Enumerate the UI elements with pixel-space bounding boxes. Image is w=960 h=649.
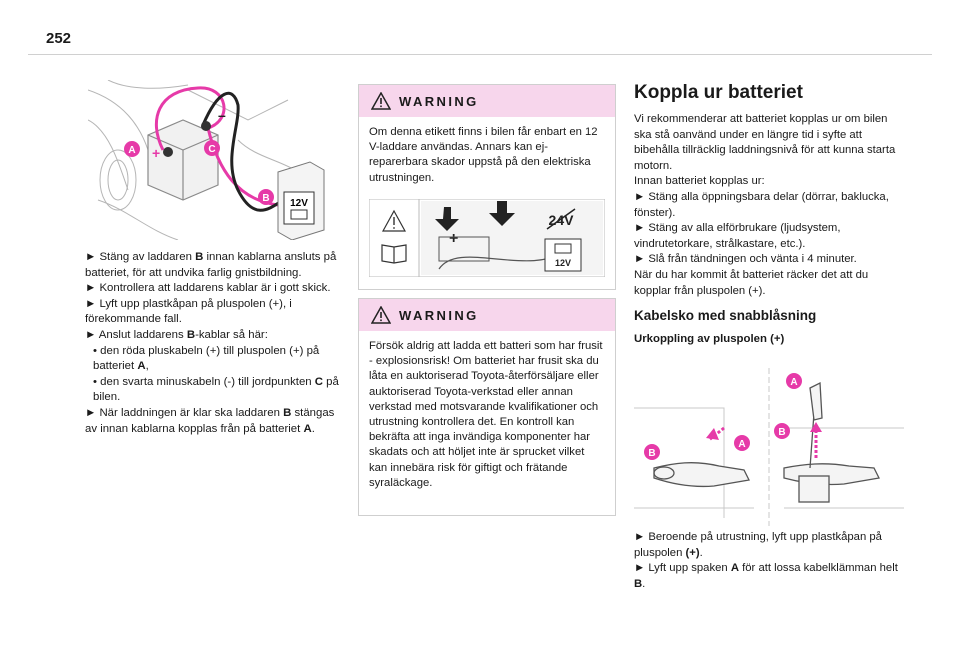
- charging-instructions: [85, 250, 347, 437]
- svg-text:A: A: [790, 377, 798, 388]
- step-turn-off-charger: ► Stäng av laddaren B innan kablarna ansluts på batteriet, för att undvika farlig gnistbildning.: [85, 251, 337, 279]
- label-b-marker: [258, 189, 274, 205]
- disconnect-battery-section: [634, 82, 904, 299]
- svg-text:B: B: [778, 427, 786, 438]
- step-lift-lever: ► Lyft upp spaken A för att lossa kabelklämman helt B.: [634, 562, 898, 590]
- warning-title: WARNING: [399, 93, 479, 109]
- svg-text:A: A: [128, 145, 136, 156]
- label-12v: 12V: [554, 258, 572, 268]
- section-body: Vi rekommenderar att batteriet kopplas ur om bilen ska stå oanvänd under en längre tid i syfte att bibehålla tillräcklig laddningsnivå för att kunna starta motorn. Innan batteriet kopplas ur: ► Stäng alla öppningsbara delar (dörrar, baklucka, fönster). ► Stäng av alla elförbrukare (ljudsystem, vindrutetorkare, strålkastare, etc.). ► Slå från tändningen och vänta i 4 minuter. När du har kommit åt batteriet räcker det att du kopplar från pluspolen (+).: [634, 113, 896, 297]
- section-title: Koppla ur batteriet: [634, 82, 803, 103]
- svg-text:B: B: [648, 448, 656, 459]
- battery-charging-illustration: [88, 80, 328, 240]
- label-a-marker: [124, 141, 140, 157]
- fig-label-b-right: [774, 423, 790, 439]
- warning-box-12v: [358, 84, 616, 290]
- warning-text: Om denna etikett finns i bilen får enbart en 12 V-laddare användas. Annars kan ej-reparerbara skador uppstå på den elektriska utrustningen.: [369, 126, 598, 184]
- plus-sign: +: [152, 145, 161, 161]
- warning-box-frozen-battery: [358, 298, 616, 516]
- step-connect-cables: ► Anslut laddarens B-kablar så här:: [85, 328, 268, 341]
- warning-header: [359, 85, 615, 117]
- svg-text:+: +: [449, 230, 459, 247]
- fig-label-b-left: [644, 444, 660, 460]
- svg-text:C: C: [208, 144, 216, 155]
- fig-label-a-right: [786, 373, 802, 389]
- warning-title: WARNING: [399, 307, 479, 323]
- warning-triangle-icon: [371, 92, 391, 110]
- bullet-black-cable: • den svarta minuskabeln (-) till jordpunkten C på bilen.: [93, 375, 339, 404]
- minus-sign: –: [218, 107, 226, 123]
- quick-release-terminal-illustration: [634, 368, 904, 526]
- step-check-cables: ► Kontrollera att laddarens kablar är i gott skick.: [85, 282, 331, 295]
- charger-box: [278, 162, 324, 240]
- svg-text:12V: 12V: [290, 198, 308, 209]
- label-c-marker: [204, 140, 220, 156]
- step-lift-cover: ► Lyft upp plastkåpan på pluspolen (+), i förekommande fall.: [85, 297, 292, 326]
- page-number: 252: [46, 30, 72, 47]
- subsection-title: Kabelsko med snabblåsning: [634, 308, 817, 323]
- step-disconnect: ► När laddningen är klar ska laddaren B stängas av innan kablarna kopplas från på batteriet A.: [85, 406, 335, 435]
- step-lift-cover: ► Beroende på utrustning, lyft upp plastkåpan på pluspolen (+).: [634, 531, 882, 559]
- bullet-red-cable: • den röda pluskabeln (+) till pluspolen (+) på batteriet A,: [93, 344, 320, 373]
- quick-release-instructions: [634, 530, 904, 592]
- label-24v: 24V: [548, 212, 574, 228]
- warning-header: [359, 299, 615, 331]
- warning-triangle-icon: [371, 306, 391, 324]
- svg-text:B: B: [262, 193, 270, 204]
- header-divider: [28, 54, 932, 55]
- subsection-subtitle: Urkoppling av pluspolen (+): [634, 333, 785, 345]
- warning-text: Försök aldrig att ladda ett batteri som har frusit - explosionsrisk! Om batteriet har frusit ska du låta en auktoriserad Toyota-återförsäljare eller auktoriserad Toyota-verkstad eller annan verkstad med motsvarande kvalifikationer och utrustning kontrollera det. En kontroll kan bekräfta att inga invändiga komponenter har skadats och att höljet inte är sprucket vilket kan innebära risk för giftigt och frätande syraläckage.: [369, 340, 603, 489]
- svg-text:A: A: [738, 439, 746, 450]
- voltage-label-illustration: [369, 199, 605, 277]
- fig-label-a-left: [734, 435, 750, 451]
